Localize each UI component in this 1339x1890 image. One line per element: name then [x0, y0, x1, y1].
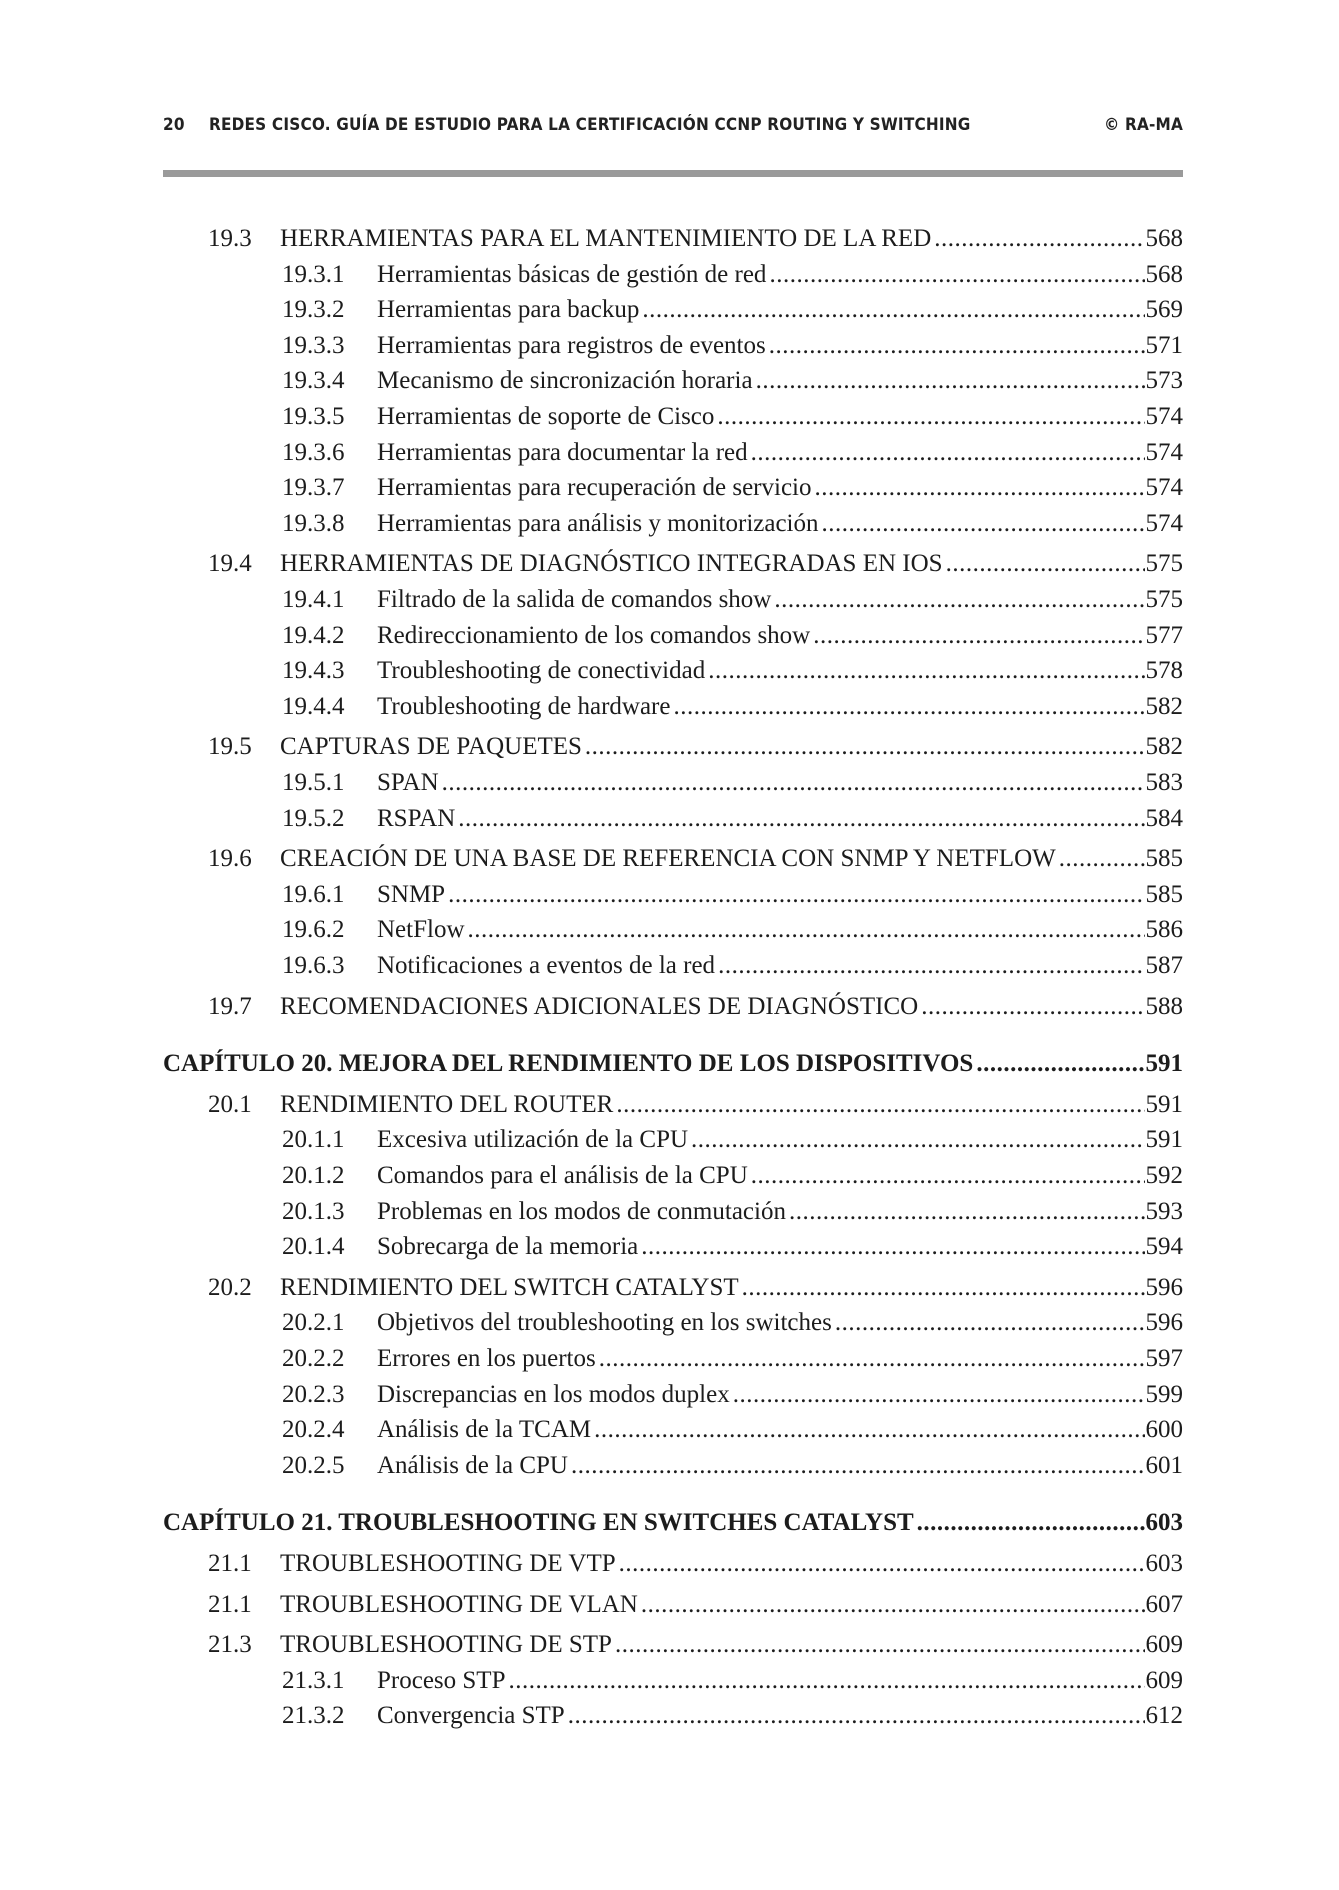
toc-entry-page: 603	[1145, 1509, 1183, 1536]
toc-entry-page: 582	[1145, 733, 1183, 760]
toc-entry-number: 19.4.1	[282, 586, 345, 613]
toc-entry-page: 574	[1145, 510, 1183, 537]
toc-entry-title: TROUBLESHOOTING DE STP	[280, 1631, 612, 1658]
toc-entry-page: 571	[1145, 332, 1183, 359]
toc-entry	[282, 507, 1183, 541]
toc-entry-page: 603	[1145, 1550, 1183, 1577]
toc-entry	[282, 654, 1183, 688]
toc-entry-page: 594	[1145, 1233, 1183, 1260]
publisher: © RA-MA	[1103, 115, 1183, 135]
dot-leader	[946, 547, 1145, 581]
dot-leader	[769, 258, 1144, 292]
toc-entry-title: Convergencia STP	[377, 1702, 565, 1729]
toc-entry-page: 588	[1145, 993, 1183, 1020]
toc-entry	[282, 1306, 1183, 1340]
toc-entry-number: 19.4	[208, 550, 252, 577]
toc-entry-title: SPAN	[377, 769, 439, 796]
toc-entry-title: Proceso STP	[377, 1667, 506, 1694]
toc-entry	[282, 1664, 1183, 1698]
toc-entry	[208, 1628, 1183, 1662]
toc-entry-number: 19.4.3	[282, 657, 345, 684]
toc-entry	[282, 878, 1183, 912]
dot-leader	[789, 1195, 1145, 1229]
toc-entry-title: CREACIÓN DE UNA BASE DE REFERENCIA CON SNMP Y NETFLOW	[280, 845, 1056, 872]
toc-entry-page: 601	[1145, 1452, 1183, 1479]
dot-leader	[619, 1547, 1145, 1581]
toc-entry-page: 578	[1145, 657, 1183, 684]
toc-entry-page: 591	[1145, 1091, 1183, 1118]
toc-entry-number: 19.7	[208, 993, 252, 1020]
toc-entry-number: 20.2.4	[282, 1416, 345, 1443]
dot-leader	[448, 878, 1144, 912]
toc-entry-number: 19.3.2	[282, 296, 345, 323]
toc-entry-number: 20.2.5	[282, 1452, 345, 1479]
toc-entry-page: 574	[1145, 474, 1183, 501]
toc-entry-title: Redireccionamiento de los comandos show	[377, 622, 811, 649]
toc-entry-number: 20.2.3	[282, 1381, 345, 1408]
toc-entry-number: 19.5.2	[282, 805, 345, 832]
toc-entry-title: Filtrado de la salida de comandos show	[377, 586, 772, 613]
toc-entry-title: Mecanismo de sincronización horaria	[377, 367, 753, 394]
toc-entry	[282, 1699, 1183, 1733]
toc-entry-title: Notificaciones a eventos de la red	[377, 952, 716, 979]
dot-leader	[615, 1628, 1145, 1662]
toc-entry	[282, 766, 1183, 800]
toc-entry-title: RSPAN	[377, 805, 456, 832]
toc-entry-page: 592	[1145, 1162, 1183, 1189]
toc-entry-number: 19.3.5	[282, 403, 345, 430]
toc-entry-title: Sobrecarga de la memoria	[377, 1233, 639, 1260]
header-rule	[163, 170, 1183, 177]
dot-leader	[1059, 842, 1145, 876]
book-title: REDES CISCO. GUÍA DE ESTUDIO PARA LA CERTIFICACIÓN CCNP ROUTING Y SWITCHING	[209, 115, 971, 135]
toc-entry	[208, 1271, 1183, 1305]
dot-leader	[769, 329, 1145, 363]
toc-entry-number: 20.2.2	[282, 1345, 345, 1372]
dot-leader	[813, 619, 1144, 653]
toc-entry-number: 21.1	[208, 1591, 252, 1618]
dot-leader	[599, 1342, 1145, 1376]
dot-leader	[717, 400, 1144, 434]
toc-entry-number: 19.5	[208, 733, 252, 760]
toc-entry-title: CAPTURAS DE PAQUETES	[280, 733, 582, 760]
dot-leader	[594, 1413, 1144, 1447]
toc-entry-title: Análisis de la TCAM	[377, 1416, 592, 1443]
toc-entry	[282, 436, 1183, 470]
toc-entry	[208, 1547, 1183, 1581]
toc-entry-title: SNMP	[377, 881, 446, 908]
dot-leader	[976, 1047, 1144, 1081]
toc-entry	[282, 802, 1183, 836]
toc-entry	[282, 949, 1183, 983]
toc-entry-page: 596	[1145, 1309, 1183, 1336]
toc-entry-page: 575	[1145, 586, 1183, 613]
dot-leader	[835, 1306, 1145, 1340]
toc-entry-page: 585	[1145, 845, 1183, 872]
toc-entry-title: Errores en los puertos	[377, 1345, 596, 1372]
dot-leader	[756, 364, 1145, 398]
dot-leader	[458, 802, 1144, 836]
dot-leader	[442, 766, 1145, 800]
toc-entry-number: 19.6.1	[282, 881, 345, 908]
toc-entry-number: 19.3.1	[282, 261, 345, 288]
toc-entry-page: 600	[1145, 1416, 1183, 1443]
dot-leader	[568, 1699, 1145, 1733]
toc-entry-title: Objetivos del troubleshooting en los switches	[377, 1309, 832, 1336]
toc-entry-page: 584	[1145, 805, 1183, 832]
running-header	[163, 111, 1183, 141]
toc-entry	[208, 730, 1183, 764]
toc-entry-page: 593	[1145, 1198, 1183, 1225]
toc-entry-title: Análisis de la CPU	[377, 1452, 568, 1479]
toc-entry-number: 19.3.3	[282, 332, 345, 359]
toc-entry	[282, 329, 1183, 363]
toc-entry	[282, 1230, 1183, 1264]
toc-entry-number: 19.4.2	[282, 622, 345, 649]
toc-entry-page: 586	[1145, 916, 1183, 943]
toc-entry-title: TROUBLESHOOTING DE VTP	[280, 1550, 616, 1577]
toc-entry-title: HERRAMIENTAS PARA EL MANTENIMIENTO DE LA RED	[280, 225, 932, 252]
toc-entry-number: 20.1.3	[282, 1198, 345, 1225]
toc-entry	[208, 1088, 1183, 1122]
toc-entry-title: Herramientas básicas de gestión de red	[377, 261, 767, 288]
toc-entry-number: 20.1.2	[282, 1162, 345, 1189]
dot-leader	[708, 654, 1144, 688]
toc-entry-title: Herramientas para análisis y monitorización	[377, 510, 819, 537]
toc-entry-title: Comandos para el análisis de la CPU	[377, 1162, 748, 1189]
toc-entry-number: 19.4.4	[282, 693, 345, 720]
toc-entry-number: 20.2	[208, 1274, 252, 1301]
dot-leader	[822, 507, 1145, 541]
toc-entry-number: 20.1.4	[282, 1233, 345, 1260]
toc-entry-number: 21.3.1	[282, 1667, 345, 1694]
toc-entry-title: RECOMENDACIONES ADICIONALES DE DIAGNÓSTICO	[280, 993, 919, 1020]
toc-entry	[282, 258, 1183, 292]
toc-entry-number: 20.1	[208, 1091, 252, 1118]
toc-entry-page: 597	[1145, 1345, 1183, 1372]
toc-chapter	[163, 1506, 1183, 1540]
toc-entry-title: CAPÍTULO 21. TROUBLESHOOTING EN SWITCHES CATALYST	[163, 1509, 914, 1536]
toc-entry-title: NetFlow	[377, 916, 465, 943]
toc-entry-title: Herramientas para backup	[377, 296, 640, 323]
toc-entry-page: 609	[1145, 1667, 1183, 1694]
toc-entry-page: 591	[1145, 1126, 1183, 1153]
toc-entry-page: 583	[1145, 769, 1183, 796]
toc-entry-page: 591	[1145, 1050, 1183, 1077]
toc-entry	[282, 619, 1183, 653]
toc-entry-page: 577	[1145, 622, 1183, 649]
toc-entry	[282, 471, 1183, 505]
toc-entry-number: 19.6.3	[282, 952, 345, 979]
toc-entry-number: 21.3.2	[282, 1702, 345, 1729]
toc-entry-page: 569	[1145, 296, 1183, 323]
toc-entry	[208, 547, 1183, 581]
toc-entry-page: 582	[1145, 693, 1183, 720]
toc-entry	[282, 1195, 1183, 1229]
dot-leader	[673, 690, 1144, 724]
dot-leader	[815, 471, 1145, 505]
toc-entry-title: TROUBLESHOOTING DE VLAN	[280, 1591, 638, 1618]
toc-entry-title: HERRAMIENTAS DE DIAGNÓSTICO INTEGRADAS EN IOS	[280, 550, 943, 577]
toc-entry	[208, 1588, 1183, 1622]
toc-entry	[282, 913, 1183, 947]
toc-entry-title: CAPÍTULO 20. MEJORA DEL RENDIMIENTO DE LOS DISPOSITIVOS	[163, 1050, 974, 1077]
toc-entry-title: Herramientas para registros de eventos	[377, 332, 766, 359]
dot-leader	[642, 293, 1144, 327]
toc-entry-page: 587	[1145, 952, 1183, 979]
toc-entry	[208, 842, 1183, 876]
dot-leader	[774, 583, 1144, 617]
toc-entry-number: 19.5.1	[282, 769, 345, 796]
toc-entry-number: 19.3.7	[282, 474, 345, 501]
toc-entry-number: 20.1.1	[282, 1126, 345, 1153]
dot-leader	[691, 1123, 1144, 1157]
toc-entry-title: RENDIMIENTO DEL ROUTER	[280, 1091, 614, 1118]
toc-entry-page: 568	[1145, 261, 1183, 288]
toc-entry-number: 21.3	[208, 1631, 252, 1658]
toc-entry-number: 21.1	[208, 1550, 252, 1577]
toc-entry	[282, 1342, 1183, 1376]
dot-leader	[921, 990, 1144, 1024]
toc-entry	[282, 1159, 1183, 1193]
toc-entry	[282, 690, 1183, 724]
page-number: 20	[163, 115, 185, 135]
toc-entry	[208, 222, 1183, 256]
dot-leader	[585, 730, 1145, 764]
toc-entry	[282, 1413, 1183, 1447]
toc-entry-page: 609	[1145, 1631, 1183, 1658]
toc-entry	[282, 400, 1183, 434]
toc-entry-number: 19.3.4	[282, 367, 345, 394]
toc-entry-page: 599	[1145, 1381, 1183, 1408]
toc-entry-page: 573	[1145, 367, 1183, 394]
toc-entry	[282, 1449, 1183, 1483]
toc-entry-number: 20.2.1	[282, 1309, 345, 1336]
toc-entry-page: 585	[1145, 881, 1183, 908]
dot-leader	[508, 1664, 1144, 1698]
dot-leader	[742, 1271, 1145, 1305]
toc-entry	[282, 1123, 1183, 1157]
toc-entry-page: 575	[1145, 550, 1183, 577]
toc-entry-title: Herramientas para documentar la red	[377, 439, 748, 466]
dot-leader	[751, 1159, 1145, 1193]
toc-entry	[282, 293, 1183, 327]
toc-entry-title: Excesiva utilización de la CPU	[377, 1126, 689, 1153]
dot-leader	[616, 1088, 1144, 1122]
toc-entry	[282, 364, 1183, 398]
toc-entry-page: 574	[1145, 403, 1183, 430]
toc-entry-number: 19.6	[208, 845, 252, 872]
toc-entry-page: 574	[1145, 439, 1183, 466]
dot-leader	[641, 1588, 1145, 1622]
dot-leader	[934, 222, 1144, 256]
dot-leader	[468, 913, 1145, 947]
toc-entry-title: Problemas en los modos de conmutación	[377, 1198, 786, 1225]
toc-entry-page: 612	[1145, 1702, 1183, 1729]
toc-entry	[282, 1378, 1183, 1412]
toc-entry-page: 596	[1145, 1274, 1183, 1301]
toc-entry-number: 19.3	[208, 225, 252, 252]
toc-entry-number: 19.3.8	[282, 510, 345, 537]
toc-chapter	[163, 1047, 1183, 1081]
toc-entry-title: RENDIMIENTO DEL SWITCH CATALYST	[280, 1274, 739, 1301]
toc-entry-title: Herramientas de soporte de Cisco	[377, 403, 715, 430]
toc-entry	[282, 583, 1183, 617]
dot-leader	[718, 949, 1144, 983]
toc-entry-title: Troubleshooting de conectividad	[377, 657, 706, 684]
toc-entry-title: Discrepancias en los modos duplex	[377, 1381, 730, 1408]
dot-leader	[917, 1506, 1145, 1540]
toc-entry-page: 607	[1145, 1591, 1183, 1618]
toc-entry-title: Troubleshooting de hardware	[377, 693, 671, 720]
dot-leader	[641, 1230, 1144, 1264]
toc-entry-number: 19.3.6	[282, 439, 345, 466]
dot-leader	[751, 436, 1145, 470]
toc-entry	[208, 990, 1183, 1024]
toc-entry-title: Herramientas para recuperación de servicio	[377, 474, 812, 501]
toc-entry-page: 568	[1145, 225, 1183, 252]
toc-entry-number: 19.6.2	[282, 916, 345, 943]
dot-leader	[571, 1449, 1145, 1483]
dot-leader	[733, 1378, 1145, 1412]
